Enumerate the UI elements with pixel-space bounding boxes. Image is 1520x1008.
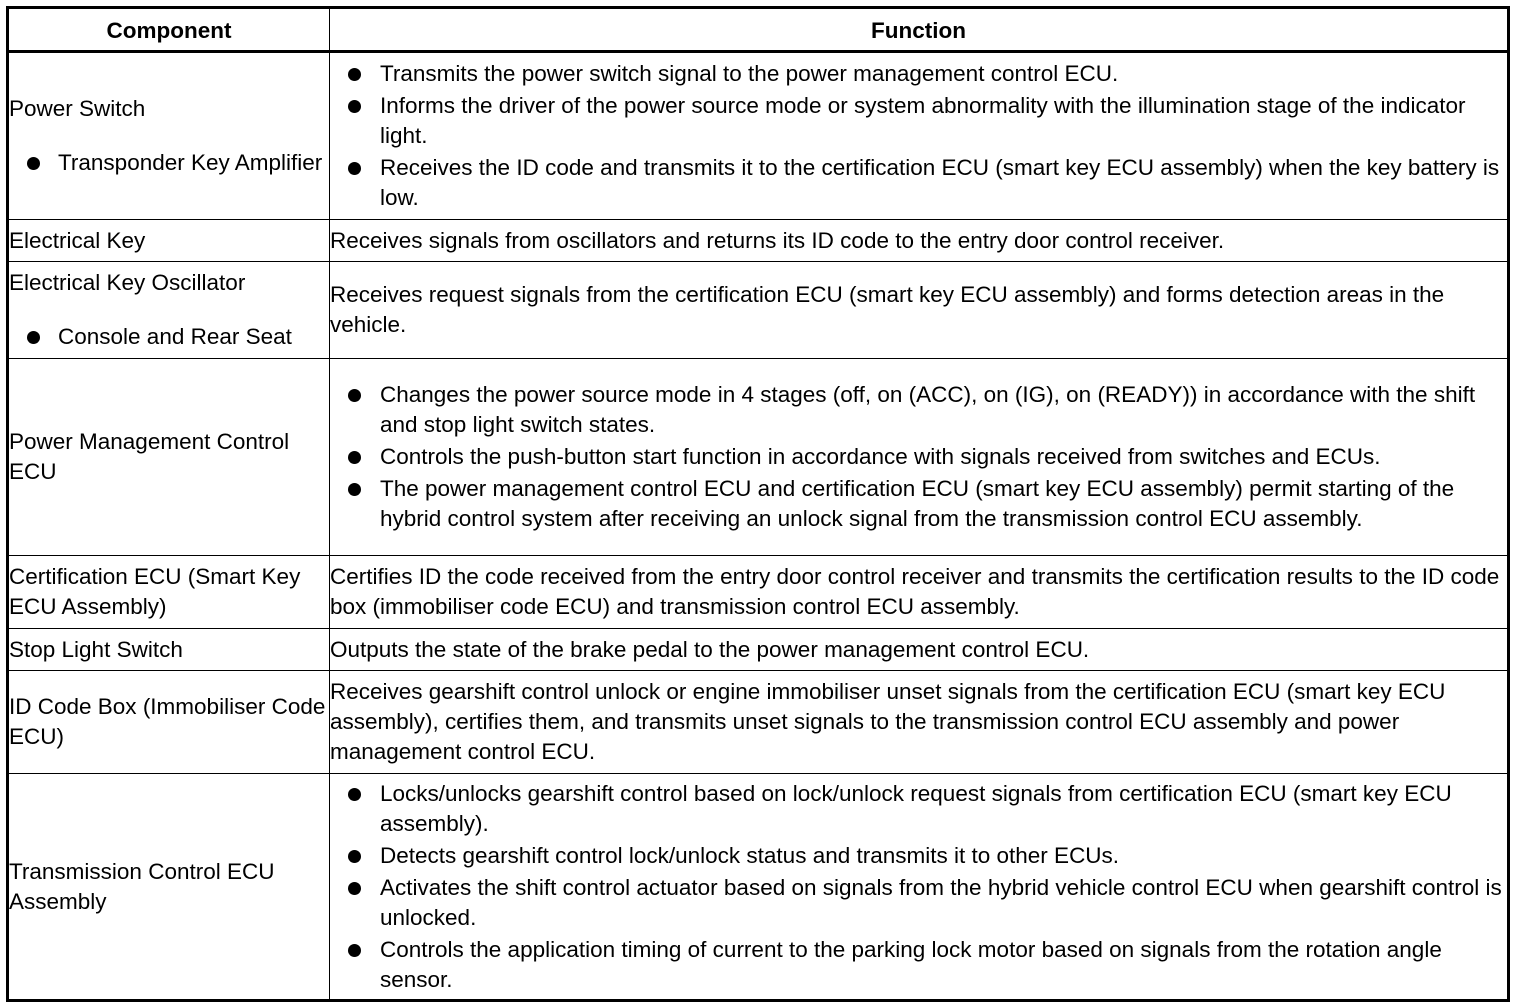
component-name: Power Management Control ECU xyxy=(9,429,290,484)
component-name: Transmission Control ECU Assembly xyxy=(9,858,275,914)
function-bullet: The power management control ECU and certification ECU (smart key ECU assembly) permit starting of the hybrid control system after receiving an unlock signal from the transmission control ECU assembly. xyxy=(330,474,1507,534)
component-cell xyxy=(8,262,330,359)
function-bullet: Detects gearshift control lock/unlock status and transmits it to other ECUs. xyxy=(330,841,1507,871)
function-bullet-list xyxy=(330,59,1507,213)
component-cell xyxy=(8,671,330,774)
bullet-icon xyxy=(348,788,361,801)
component-cell xyxy=(8,52,330,220)
bullet-icon xyxy=(348,100,361,113)
table-row xyxy=(8,220,1509,262)
function-text: Receives signals from oscillators and returns its ID code to the entry door control receiver. xyxy=(330,227,1225,253)
component-name: Stop Light Switch xyxy=(9,636,183,662)
bullet-icon xyxy=(348,162,361,175)
function-bullet: Activates the shift control actuator based on signals from the hybrid vehicle control ECU when gearshift control is unlocked. xyxy=(330,873,1507,933)
function-header: Function xyxy=(330,8,1509,52)
component-cell xyxy=(8,774,330,1001)
table-row xyxy=(8,671,1509,774)
table-row xyxy=(8,556,1509,629)
function-text: Receives request signals from the certification ECU (smart key ECU assembly) and forms detection areas in the vehicle. xyxy=(330,282,1445,337)
component-cell xyxy=(8,629,330,671)
bullet-icon xyxy=(348,68,361,81)
function-cell xyxy=(330,262,1509,359)
component-name: ID Code Box (Immobiliser Code ECU) xyxy=(9,694,326,749)
function-cell xyxy=(330,671,1509,774)
component-sub-list xyxy=(9,148,329,178)
function-bullet: Controls the push-button start function in accordance with signals received from switches and ECUs. xyxy=(330,442,1507,472)
table-row xyxy=(8,262,1509,359)
table-row xyxy=(8,629,1509,671)
function-cell xyxy=(330,556,1509,629)
component-sub-list xyxy=(9,322,329,352)
function-bullet: Locks/unlocks gearshift control based on lock/unlock request signals from certification ECU (smart key ECU assembly). xyxy=(330,779,1507,839)
bullet-icon xyxy=(348,850,361,863)
header-row xyxy=(8,8,1509,52)
function-cell xyxy=(330,774,1509,1001)
function-cell xyxy=(330,629,1509,671)
function-bullet: Transmits the power switch signal to the power management control ECU. xyxy=(330,59,1507,89)
bullet-icon xyxy=(348,944,361,957)
component-name: Certification ECU (Smart Key ECU Assembly) xyxy=(9,564,301,619)
function-bullet: Informs the driver of the power source mode or system abnormality with the illumination stage of the indicator light. xyxy=(330,91,1507,151)
function-text: Outputs the state of the brake pedal to the power management control ECU. xyxy=(330,636,1090,662)
component-name: Power Switch xyxy=(9,96,146,121)
table-row xyxy=(8,359,1509,556)
table-row xyxy=(8,774,1509,1001)
function-bullet: Changes the power source mode in 4 stages (off, on (ACC), on (IG), on (READY)) in accordance with the shift and stop light switch states. xyxy=(330,380,1507,440)
bullet-icon xyxy=(348,451,361,464)
component-cell xyxy=(8,556,330,629)
component-function-table xyxy=(6,6,1510,1002)
bullet-icon xyxy=(348,389,361,402)
bullet-icon xyxy=(27,157,40,170)
function-bullet: Receives the ID code and transmits it to the certification ECU (smart key ECU assembly) when the key battery is low. xyxy=(330,153,1507,213)
function-bullet: Controls the application timing of current to the parking lock motor based on signals from the rotation angle sensor. xyxy=(330,935,1507,995)
function-cell xyxy=(330,220,1509,262)
function-cell xyxy=(330,359,1509,556)
bullet-icon xyxy=(348,483,361,496)
bullet-icon xyxy=(348,882,361,895)
function-bullet-list xyxy=(330,779,1507,995)
component-cell xyxy=(8,220,330,262)
component-sub-item: Console and Rear Seat xyxy=(9,322,329,352)
function-text: Certifies ID the code received from the entry door control receiver and transmits the certification results to the ID code box (immobiliser code ECU) and transmission control ECU assembly. xyxy=(330,564,1500,619)
component-name: Electrical Key xyxy=(9,227,146,253)
function-bullet-list xyxy=(330,380,1507,534)
function-cell xyxy=(330,52,1509,220)
table-row xyxy=(8,52,1509,220)
function-text: Receives gearshift control unlock or engine immobiliser unset signals from the certification ECU (smart key ECU assembly), certifies them, and transmits unset signals to the transmission control ECU assembly and power management control ECU. xyxy=(330,679,1446,764)
component-sub-item: Transponder Key Amplifier xyxy=(9,148,329,178)
component-cell xyxy=(8,359,330,556)
bullet-icon xyxy=(27,331,40,344)
component-header: Component xyxy=(8,8,330,52)
component-name: Electrical Key Oscillator xyxy=(9,270,246,295)
